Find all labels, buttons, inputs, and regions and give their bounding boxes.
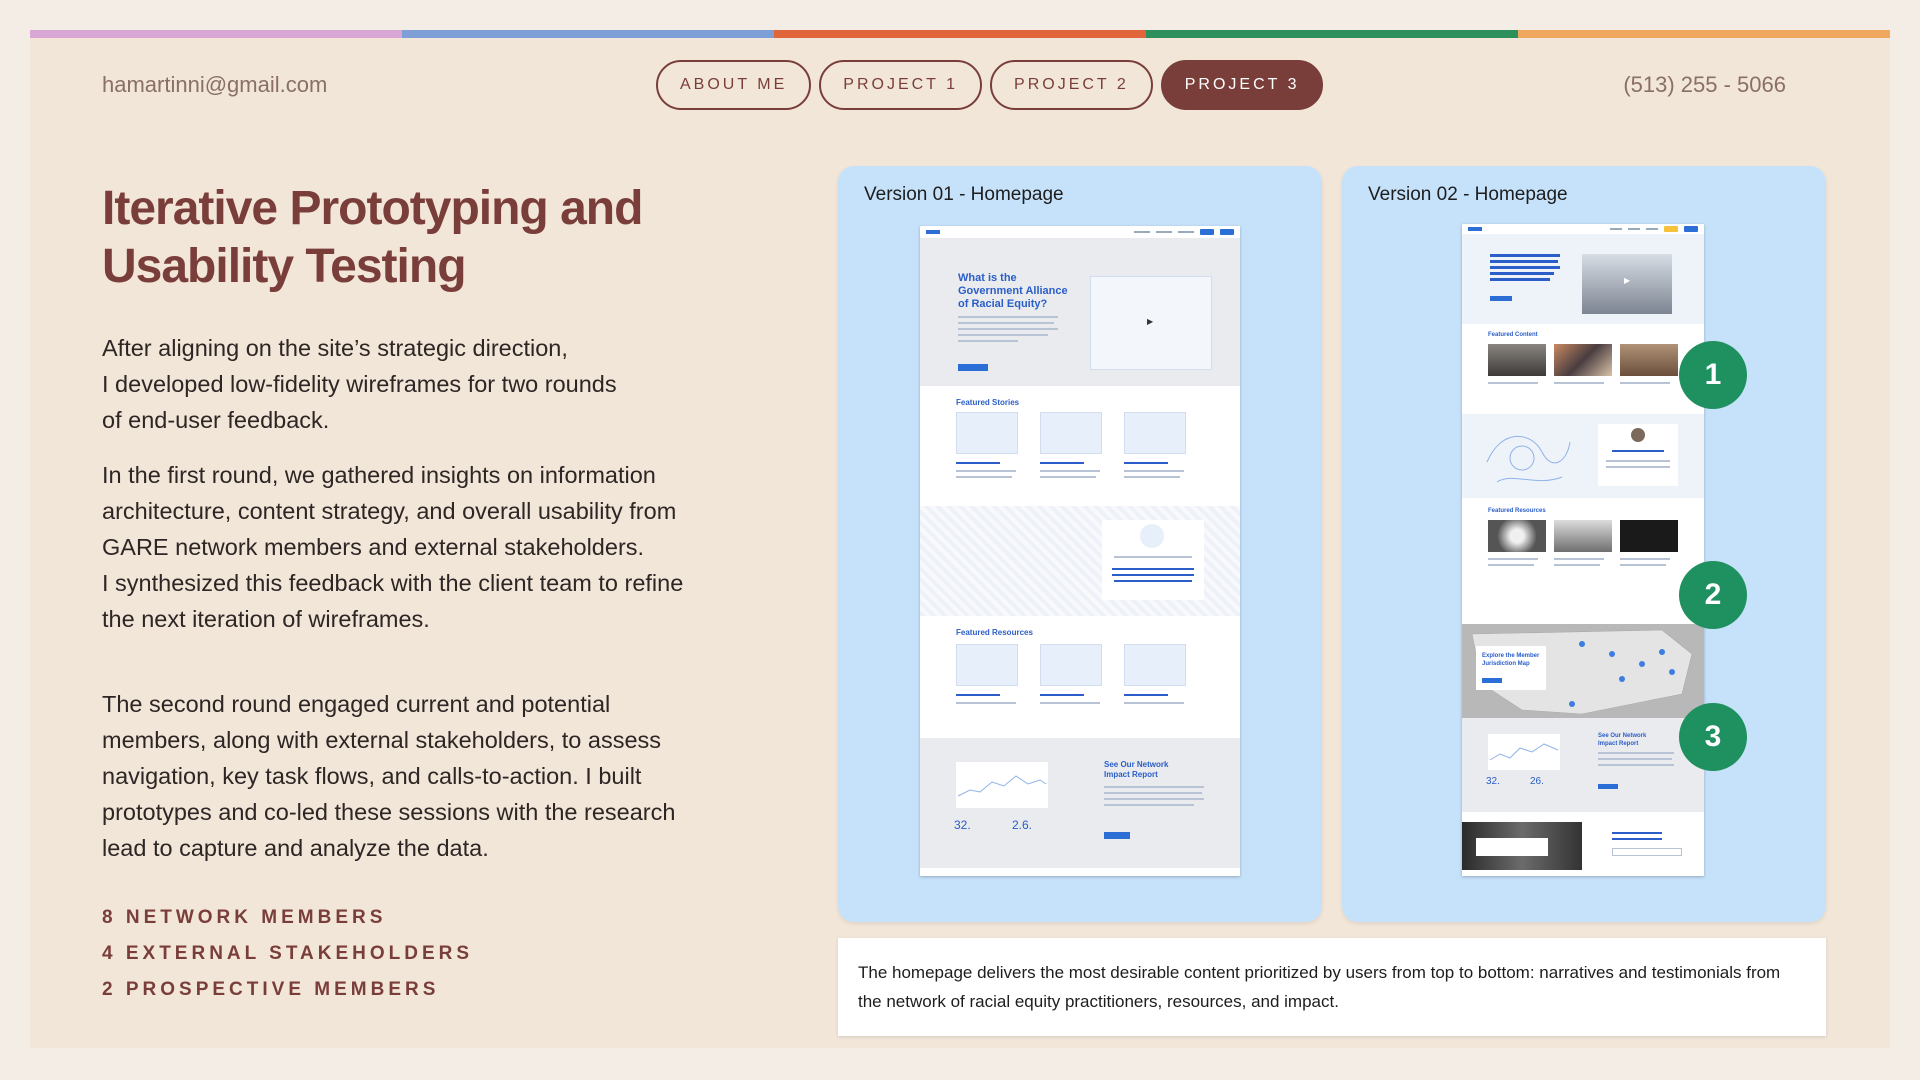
round-one-paragraph bbox=[102, 457, 742, 637]
card-title: Version 01 - Homepage bbox=[864, 184, 1064, 205]
text-line: I synthesized this feedback with the client team to refine bbox=[102, 570, 684, 596]
caption-text: The homepage delivers the most desirable content prioritized by users from top to bottom: narratives and testimonials from the network of racial equity practitioners, resources, and impact. bbox=[858, 963, 1781, 1011]
nav-about-me[interactable]: ABOUT ME bbox=[656, 60, 811, 110]
text-line: of end-user feedback. bbox=[102, 407, 330, 433]
text-line: members, along with external stakeholders, to assess bbox=[102, 727, 662, 753]
version-02-card bbox=[1342, 166, 1826, 922]
text-line: I developed low-fidelity wireframes for two rounds bbox=[102, 371, 617, 397]
play-icon: ▶ bbox=[1147, 317, 1154, 326]
map-callout bbox=[1476, 646, 1546, 690]
project-nav bbox=[656, 60, 1323, 110]
nav-project-1[interactable]: PROJECT 1 bbox=[819, 60, 982, 110]
text-line: architecture, content strategy, and overall usability from bbox=[102, 498, 677, 524]
text-line: The second round engaged current and potential bbox=[102, 691, 611, 717]
callout-badge-3: 3 bbox=[1682, 706, 1744, 768]
logo bbox=[1468, 227, 1482, 231]
stat-b: 26. bbox=[1530, 776, 1544, 787]
hero-heading: What is the Government Alliance of Racial Equity? bbox=[958, 272, 1068, 310]
wireframe-v1 bbox=[920, 226, 1240, 876]
wireframe-v2 bbox=[1462, 224, 1704, 876]
color-bar-segment bbox=[774, 30, 1146, 38]
testimonial-section bbox=[1462, 414, 1704, 498]
nav-link bbox=[1134, 231, 1150, 233]
nav-link bbox=[1610, 228, 1622, 230]
highlight-pill bbox=[1664, 226, 1678, 232]
color-bar-segment bbox=[30, 30, 402, 38]
color-bar-segment bbox=[402, 30, 774, 38]
cta-photo bbox=[1462, 822, 1582, 870]
impact-chart bbox=[956, 762, 1048, 808]
stat-a: 32. bbox=[954, 818, 971, 832]
impact-section bbox=[1462, 718, 1704, 812]
color-bar bbox=[30, 30, 1890, 38]
portfolio-page bbox=[30, 30, 1890, 1048]
nav-link bbox=[1628, 228, 1640, 230]
illustration bbox=[1482, 422, 1572, 492]
version-01-card bbox=[838, 166, 1322, 922]
nav-link bbox=[1156, 231, 1172, 233]
stat-network-members: 8 NETWORK MEMBERS bbox=[102, 907, 387, 928]
logo bbox=[926, 230, 940, 234]
map-section bbox=[1462, 624, 1704, 718]
text-line: the next iteration of wireframes. bbox=[102, 606, 430, 632]
map-heading: Explore the Member Jurisdiction Map bbox=[1482, 653, 1540, 667]
text-line: lead to capture and analyze the data. bbox=[102, 835, 489, 861]
phone-link[interactable]: (513) 255 - 5066 bbox=[1623, 72, 1786, 97]
email-link[interactable]: hamartinni@gmail.com bbox=[102, 72, 328, 97]
stat-external-stakeholders: 4 EXTERNAL STAKEHOLDERS bbox=[102, 943, 474, 964]
join-pill bbox=[1684, 226, 1698, 232]
hero-section bbox=[920, 238, 1240, 386]
hero-photo bbox=[1582, 254, 1672, 314]
text-line: In the first round, we gathered insights on information bbox=[102, 462, 656, 488]
video-placeholder bbox=[1090, 276, 1212, 370]
text-line: GARE network members and external stakeholders. bbox=[102, 534, 645, 560]
callout-badge-2: 2 bbox=[1682, 564, 1744, 626]
impact-heading: See Our Network Impact Report bbox=[1598, 733, 1647, 747]
intro-paragraph bbox=[102, 330, 742, 438]
page-title bbox=[102, 180, 722, 296]
text-line: navigation, key task flows, and calls-to-action. I built bbox=[102, 763, 642, 789]
card-title: Version 02 - Homepage bbox=[1368, 184, 1568, 205]
stat-prospective-members: 2 PROSPECTIVE MEMBERS bbox=[102, 979, 440, 1000]
stat-a: 32. bbox=[1486, 776, 1500, 787]
impact-chart bbox=[1488, 734, 1560, 770]
play-icon: ▶ bbox=[1624, 276, 1631, 285]
title-line: Usability Testing bbox=[102, 240, 466, 293]
stat-b: 2.6. bbox=[1012, 818, 1033, 832]
impact-section bbox=[920, 738, 1240, 868]
featured-content-heading: Featured Content bbox=[1488, 332, 1538, 338]
title-line: Iterative Prototyping and bbox=[102, 182, 643, 235]
featured-stories-heading: Featured Stories bbox=[956, 398, 1020, 407]
nav-project-2[interactable]: PROJECT 2 bbox=[990, 60, 1153, 110]
wireframe-header bbox=[920, 226, 1240, 238]
testimonial-card bbox=[1102, 520, 1204, 600]
color-bar-segment bbox=[1146, 30, 1518, 38]
featured-resources-heading: Featured Resources bbox=[1488, 508, 1546, 514]
round-two-paragraph bbox=[102, 686, 742, 866]
text-line: After aligning on the site’s strategic direction, bbox=[102, 335, 568, 361]
hero-section bbox=[1462, 234, 1704, 324]
nav-link bbox=[1646, 228, 1658, 230]
text-line: prototypes and co-led these sessions with the research bbox=[102, 799, 676, 825]
caption-box bbox=[838, 938, 1826, 1036]
wireframe-header bbox=[1462, 224, 1704, 234]
login-pill bbox=[1200, 229, 1214, 235]
color-bar-segment bbox=[1518, 30, 1890, 38]
nav-link bbox=[1178, 231, 1194, 233]
testimonial-section bbox=[920, 506, 1240, 616]
impact-heading: See Our Network Impact Report bbox=[1104, 760, 1169, 779]
testimonial-card bbox=[1598, 424, 1678, 486]
callout-badge-1: 1 bbox=[1682, 344, 1744, 406]
join-pill bbox=[1220, 229, 1234, 235]
featured-resources-heading: Featured Resources bbox=[956, 628, 1033, 637]
nav-project-3[interactable]: PROJECT 3 bbox=[1161, 60, 1324, 110]
participant-stats bbox=[102, 900, 473, 1008]
